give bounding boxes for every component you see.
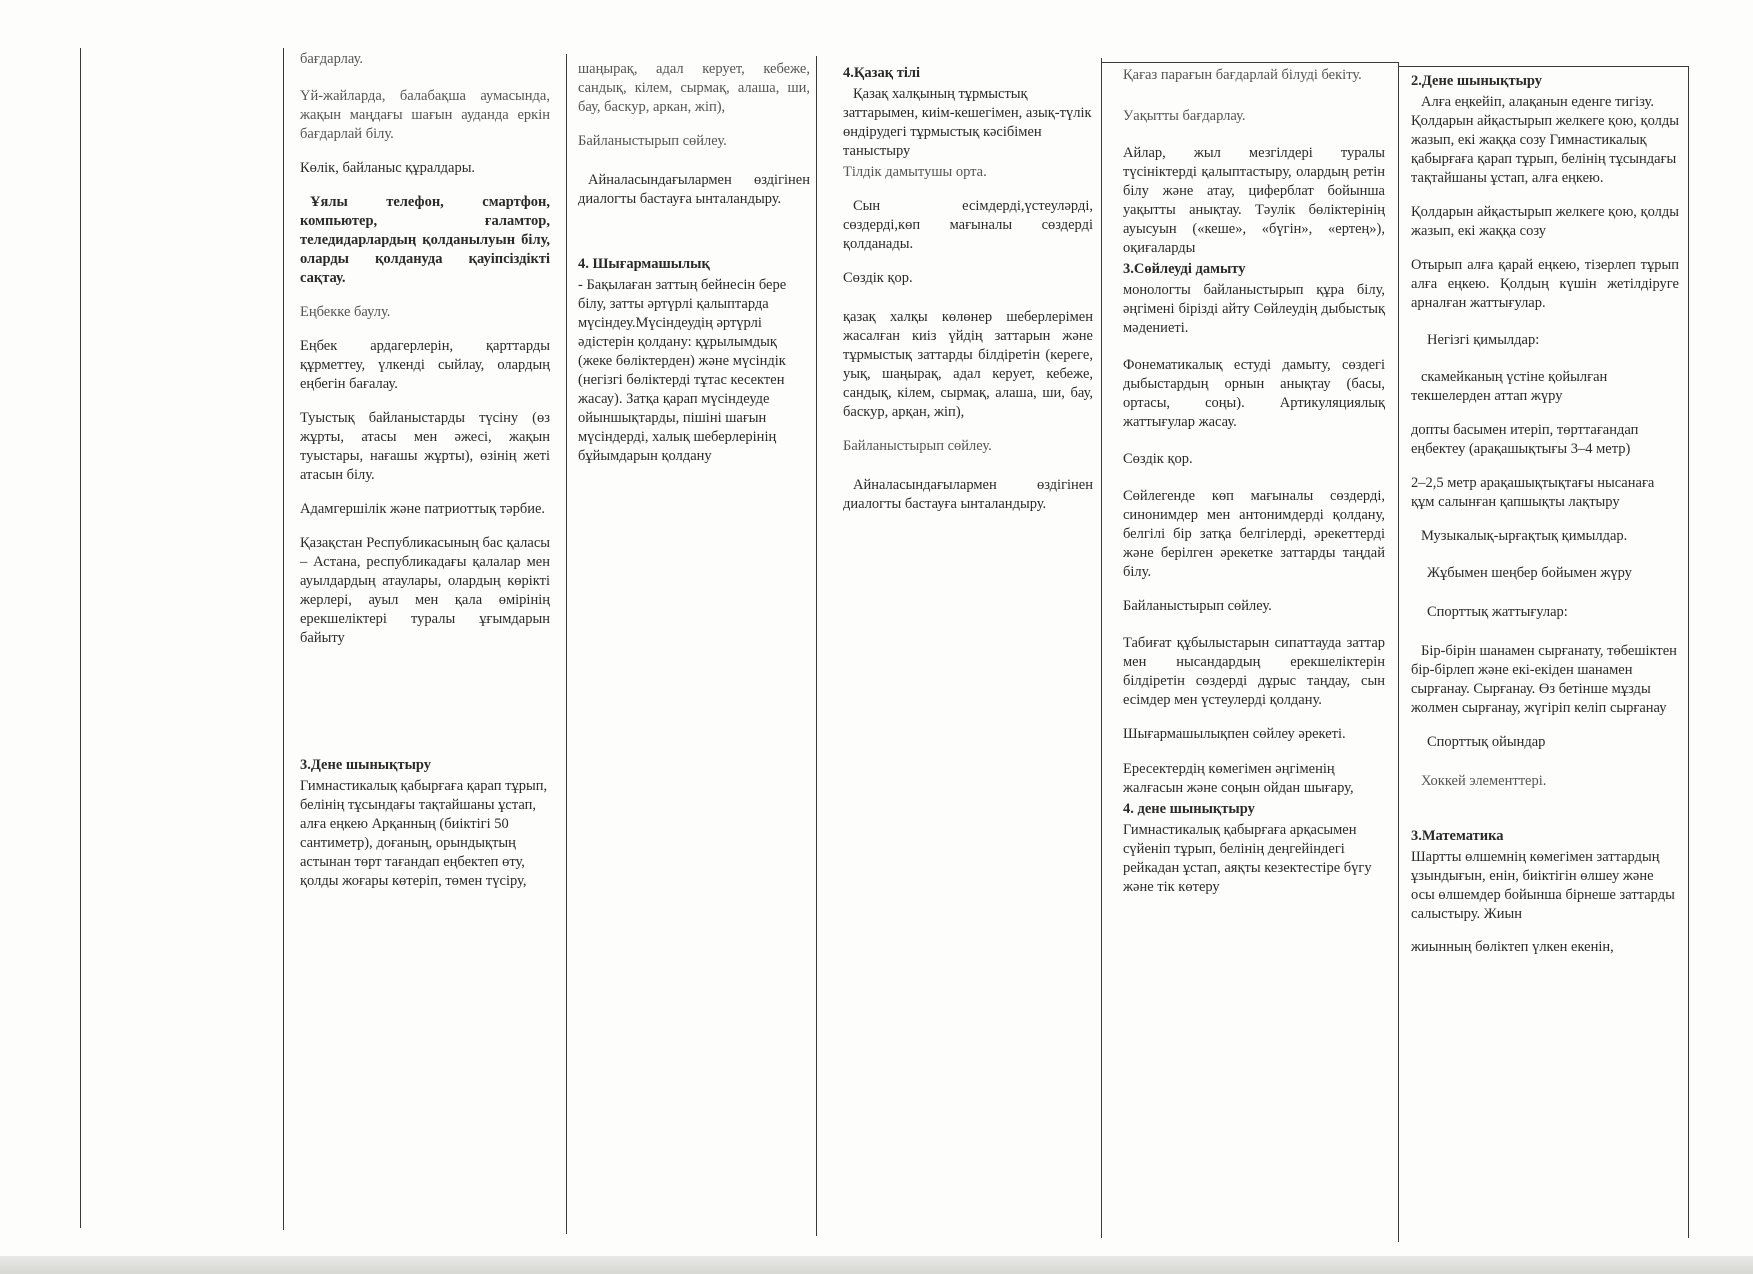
paragraph: Үй-жайларда, балабақша аумасында, жақын маңдағы шағын ауданда еркін бағдарлай білу. (300, 88, 550, 142)
paragraph: Жұбымен шеңбер бойымен жүру (1427, 565, 1632, 581)
paragraph: Хоккей элементтері. (1421, 773, 1547, 789)
section-heading: 3.Математика (1411, 828, 1504, 844)
table-divider-3 (816, 56, 817, 1236)
paragraph: Қазақстан Республикасының бас қаласы – Астана, республикадағы қалалар мен ауылдардың атаулары, олардың көрікті жерлері, ауыл мен қала өмірінің ерекшеліктері туралы ұғымдарын байыту (300, 535, 550, 646)
column-3 (843, 64, 1093, 529)
paragraph: Адамгершілік және патриоттық тәрбие. (300, 501, 546, 517)
section-heading: 4. Шығармашылық (578, 256, 710, 272)
paragraph: Ересектердің көмегімен әңгіменің жалғасын және соңын ойдан шығару, (1123, 761, 1354, 796)
paragraph: Гимнастикалық қабырғаға арқасымен сүйеніп тұрып, белінің деңгейіндегі рейкадан ұстап, аяқты кезектестіре бүгу және тік көтеру (1123, 822, 1372, 895)
paragraph: қазақ халқы көлөнер шеберлерімен жасалған киіз үйдің заттарын және тұрмыстық заттарды білдіретін (керегe, уық, шаңырақ, адал керует, кебеже, сандық, кілем, сырмақ, алаша, ши, бау, баскур, арқан, жіп), (843, 309, 1093, 420)
paragraph: Байланыстырып сөйлеу. (1123, 598, 1272, 614)
paragraph: скамейканың үстіне қойылған текшелерден аттап жүру (1411, 369, 1608, 404)
paragraph: Сөйлегенде көп мағыналы сөздерді, синонимдер мен антонимдерді қолдану, белгілі бір затқа белгілерді, әрекеттерді және берілген әрекетке заттарды таңдай білу. (1123, 488, 1385, 580)
section-heading: 4. дене шынықтыру (1123, 801, 1255, 817)
paragraph: Еңбек ардагерлерін, қарттарды құрметтеу, үлкенді сыйлау, олардың еңбегін бағалау. (300, 338, 550, 392)
paragraph: Бір-бірін шанамен сырғанату, төбешіктен бір-бірлеп және екі-екіден шанамен сырғанау. Сырғанау. Өз бетінше мұзды жолмен сырғанау, жүгіріп келіп сырғанау (1411, 643, 1677, 716)
table-border-left (80, 48, 81, 1228)
paragraph: Байланыстырып сөйлеу. (578, 133, 727, 149)
section-heading: 4.Қазақ тілі (843, 65, 921, 81)
table-divider-4 (1101, 58, 1102, 1238)
paragraph: Негізгі қимылдар: (1427, 332, 1540, 348)
paragraph: Шығармашылықпен сөйлеу әрекеті. (1123, 726, 1346, 742)
paragraph: Спорттық жаттығулар: (1427, 604, 1568, 620)
column-4 (1123, 66, 1385, 912)
paragraph: Сөздік қор. (1123, 451, 1193, 467)
table-divider-2 (566, 54, 567, 1234)
paragraph: допты басымен итеріп, төрттағандап еңбектеу (арақашықтығы 3–4 метр) (1411, 422, 1639, 457)
paragraph: шаңырақ, адал керует, кебеже, сандық, кілем, сырмақ, алаша, ши, бау, баскур, аркан, жіп), (578, 61, 810, 115)
paragraph: Айналасындағылармен өздігінен диалогты бастауға ынталандыру. (578, 172, 810, 207)
paragraph: Сөздік қор. (843, 270, 913, 286)
paragraph: Табиғат құбылыстарын сипаттауда заттар мен нысандардың ерекшеліктерін білдіретін сөздерді дұрыс таңдау, сын есімдер мен үстеулерді қолдану. (1123, 635, 1385, 708)
section-heading: 3.Сөйлеуді дамыту (1123, 261, 1246, 277)
paragraph: Айналасындағылармен өздігінен диалогты бастауға ынталандыру. (843, 477, 1093, 512)
section-heading: 2.Дене шынықтыру (1411, 73, 1543, 89)
paragraph: Айлар, жыл мезгілдері туралы түсініктерді қалыптастыру, олардың ретін білу және атау, циферблат бойынша уақытты анықтау. Тәулік бөліктерінің ауысуын («кеше», «бүгін», «ертең»), оқиғаларды (1123, 145, 1385, 256)
column-5 (1411, 72, 1679, 957)
column-1 (300, 50, 550, 906)
section-heading: 3.Дене шынықтыру (300, 757, 432, 773)
paragraph: бағдарлау. (300, 51, 363, 67)
paragraph: Уақытты бағдарлау. (1123, 108, 1246, 124)
paragraph: Көлік, байланыс құралдары. (300, 160, 476, 176)
column-2 (578, 60, 810, 481)
paragraph: 2–2,5 метр арақашықтықтағы нысанаға құм салынған қапшықты лақтыру (1411, 475, 1655, 510)
paragraph: Ұялы телефон, смартфон, компьютер, ғаламтор, теледидарлардың қолданылуын білу, оларды қолдануда қауіпсіздікті сақтау. (300, 194, 550, 286)
paragraph: монологты байланыстырып құра білу, әңгімені бірізді айту Сөйлеудің дыбыстық мәдениеті. (1123, 282, 1385, 336)
table-border-top-2 (1398, 66, 1689, 67)
paragraph: - Бақылаған заттың бейнесін бере білу, затты әртүрлі қалыптарда мүсіндеу.Мүсіндеудің әртүрлі әдістерін қолдану: құрылымдық (жеке бөліктерден) және мүсіндік (негізгі бөліктерді тұтас кесектен жасау). Затқа қарап мүсіндеуде ойыншықтарды, пішіні шағын мүсіндерді, халық шеберлерінің бұйымдарын қолдану (578, 277, 787, 464)
paragraph: Шартты өлшемнің көмегімен заттардың ұзындығын, енін, биіктігін өлшеу және осы өлшемдер бойынша бірнеше заттарды салыстыру. Жиын (1411, 849, 1675, 922)
table-divider-5 (1398, 62, 1399, 1242)
paragraph: Туыстық байланыстарды түсіну (өз жұрты, атасы мен әжесі, жақын туыстары, нағашы жұрты), өзінің жеті атасын білу. (300, 410, 550, 483)
paragraph: Спорттық ойындар (1427, 734, 1546, 750)
table-divider-1 (283, 48, 284, 1230)
table-border-right (1688, 66, 1689, 1238)
paragraph: Сын есімдерді,үстеуләрді, сөздерді,көп мағыналы сөздерді қолданады. (843, 198, 1093, 252)
paragraph: Еңбекке баулу. (300, 304, 391, 320)
table-border-top-1 (1101, 62, 1398, 63)
paragraph: Тілдік дамытушы орта. (843, 164, 987, 180)
paragraph: Гимнастикалық қабырғаға қарап тұрып, белінің тұсындағы тақтайшаны ұстап, алға еңкею Арқанның (биіктігі 50 сантиметр), доғаның, орындықтың астынан төрт тағандап еңбектеп өту, қолды жоғары көтеріп, төмен түсіру, (300, 778, 548, 889)
paragraph: Фонематикалық естуді дамыту, сөздегі дыбыстардың орнын анықтау (басы, ортасы, соңы). Артикуляциялық жаттығулар жасау. (1123, 357, 1385, 430)
paragraph: Қағаз парағын бағдарлай білуді бекіту. (1123, 67, 1362, 83)
paragraph: Қазақ халқының тұрмыстық заттарымен, киім-кешегімен, азық-түлік өндірудегі тұрмыстық кәсібімен таныстыру (843, 86, 1092, 159)
paragraph: Алға еңкейіп, алақанын еденге тигізу. Қолдарын айқастырып желкеге қою, қолды жазып, екі жаққа созу Гимнастикалық қабырғаға қарап тұрып, белінің тұсындағы тақтайшаны ұстап, алға еңкею. (1411, 94, 1679, 186)
paragraph: Отырып алға қарай еңкею, тізерлеп тұрып алға еңкею. Қолдың күшін жетілдіруге арналған жаттығулар. (1411, 257, 1679, 311)
scan-bottom-edge (0, 1256, 1753, 1274)
paragraph: жиынның бөліктеп үлкен екенін, (1411, 939, 1614, 955)
paragraph: Қолдарын айқастырып желкеге қою, қолды жазып, екі жаққа созу (1411, 204, 1679, 239)
paragraph: Музыкалық-ырғақтық қимылдар. (1421, 528, 1628, 544)
paragraph: Байланыстырып сөйлеу. (843, 438, 992, 454)
